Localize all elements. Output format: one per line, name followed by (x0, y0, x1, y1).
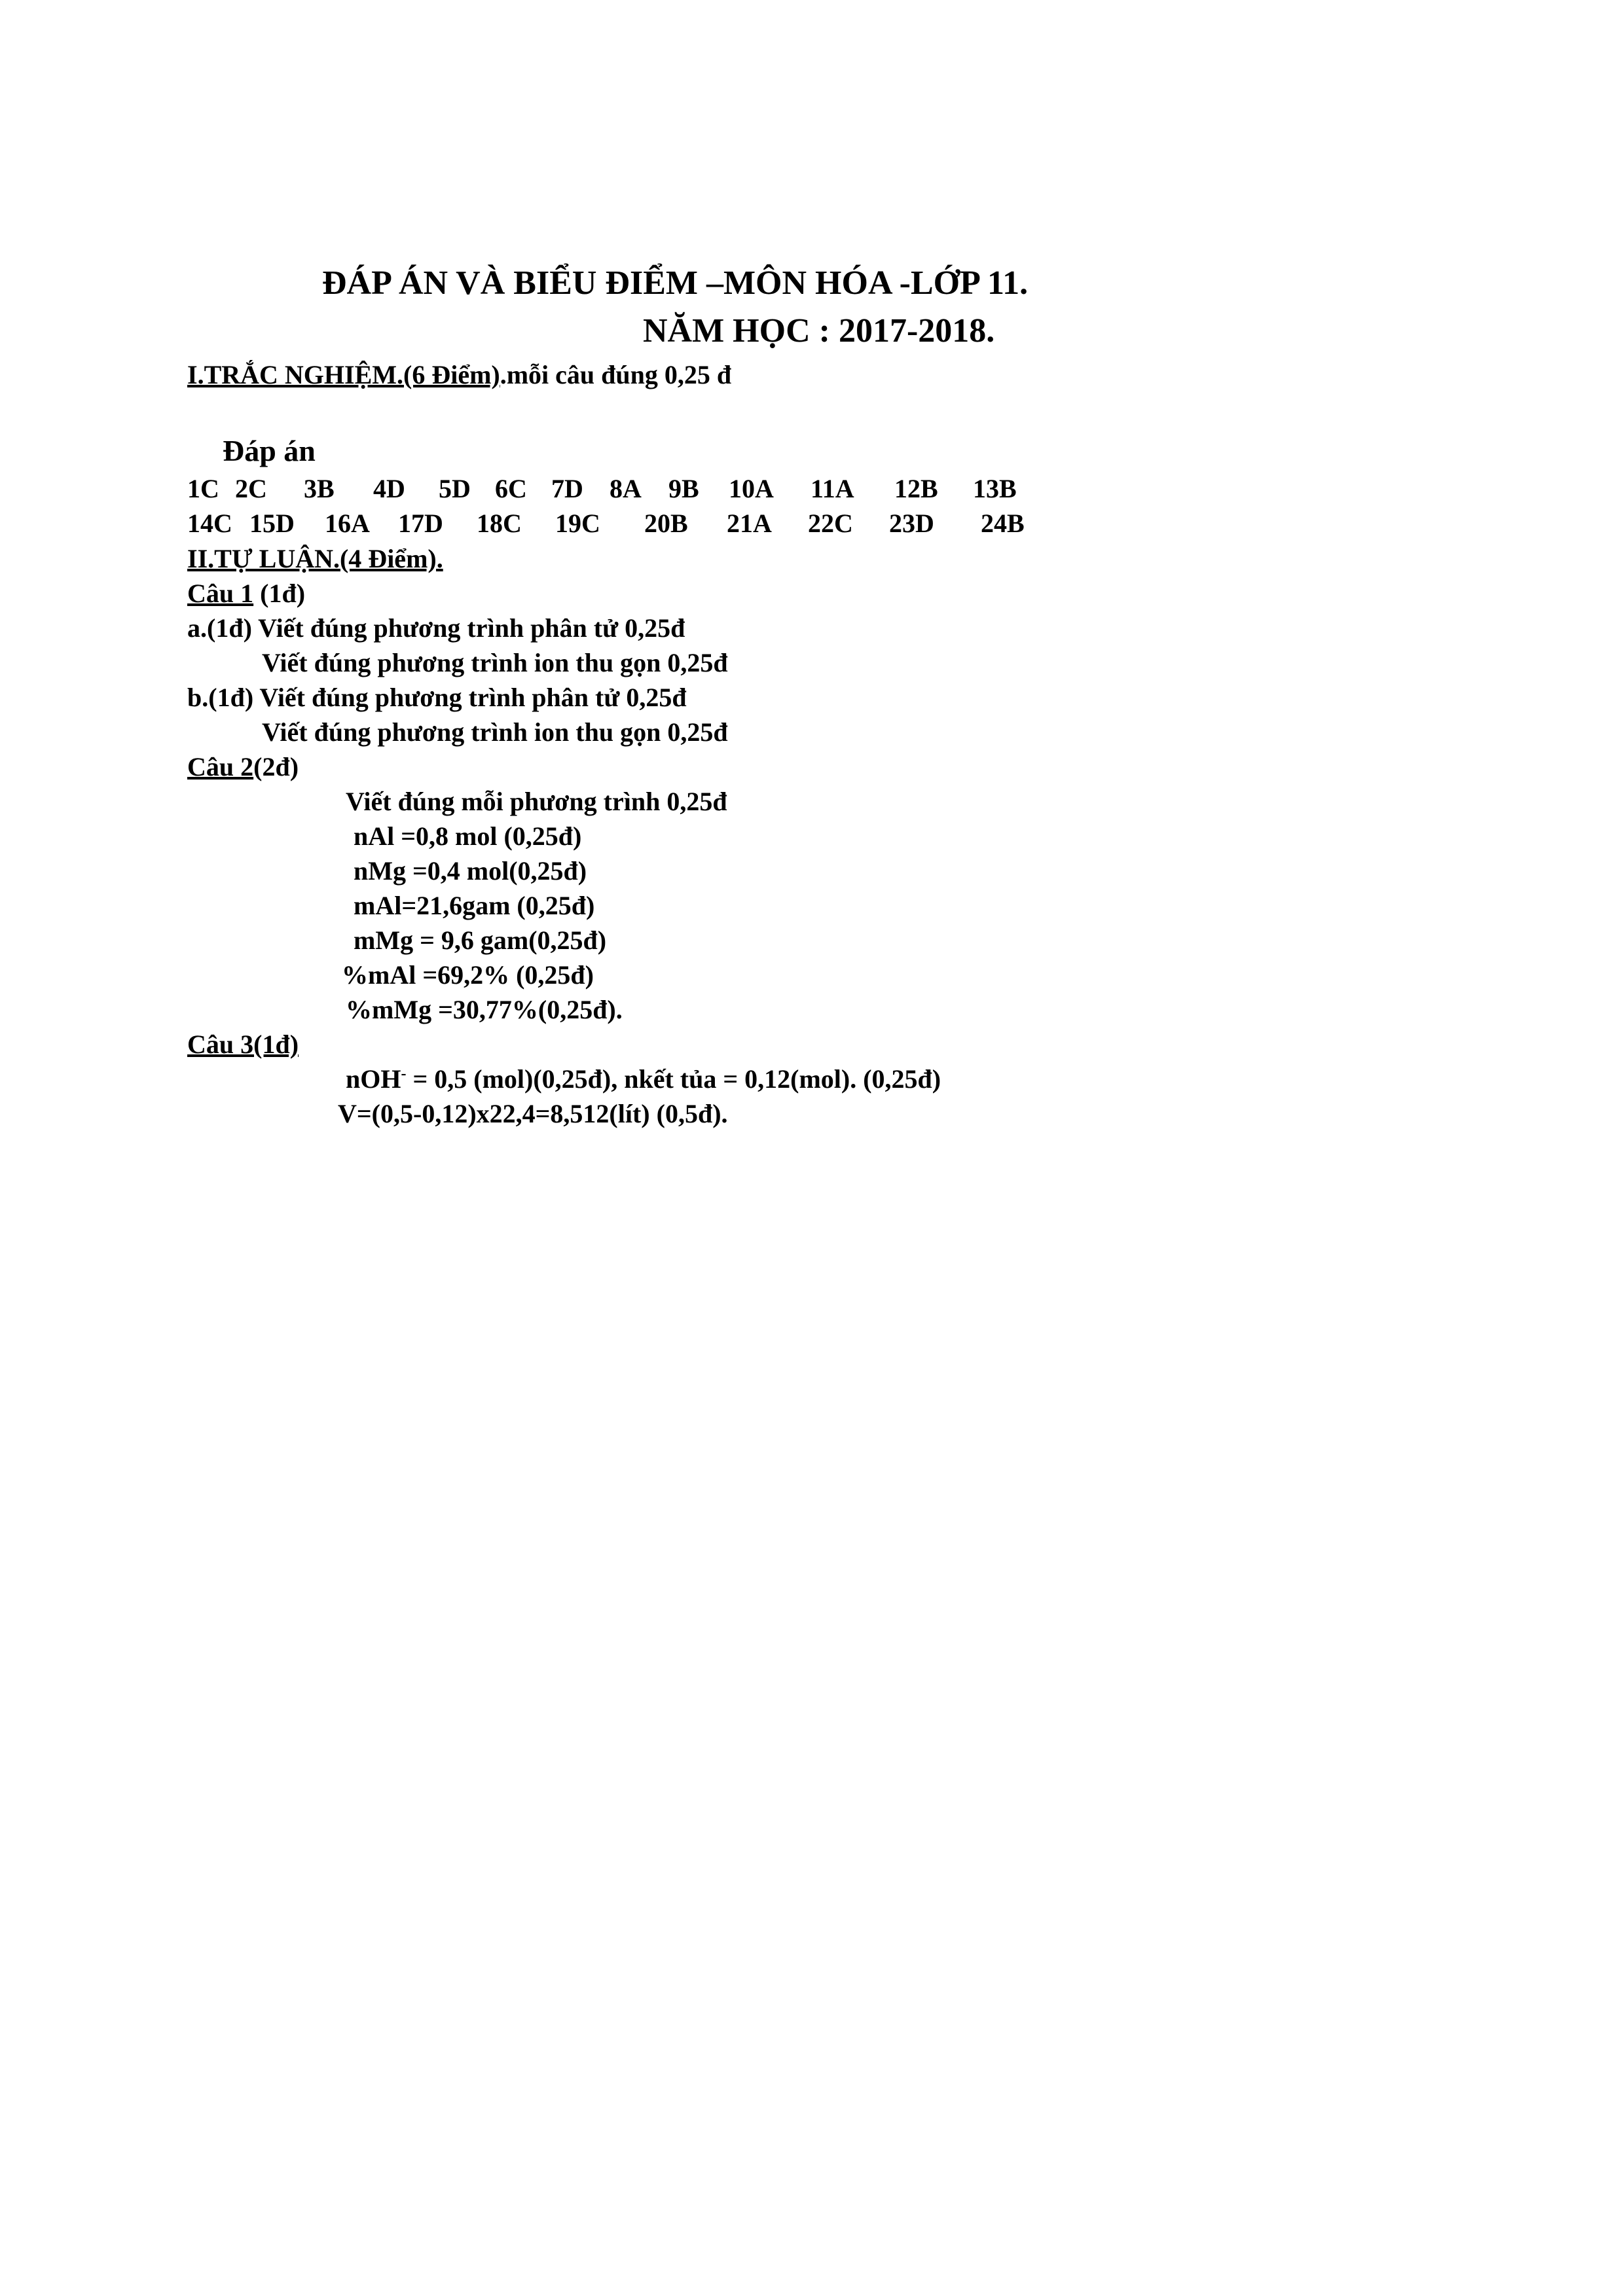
answer-item: 14C (187, 509, 232, 538)
question-1-label (187, 581, 305, 607)
answer-item: 6C (495, 474, 527, 503)
answers-row-2 (187, 511, 1104, 539)
answer-item: 23D (889, 509, 934, 538)
question-2-line: %mAl =69,2% (0,25đ) (342, 960, 594, 990)
question-1-label-points: (1đ) (253, 579, 306, 608)
question-1-line: a.(1đ) Viết đúng phương trình phân tử 0,25đ (187, 613, 685, 643)
answer-item: 2C (235, 474, 267, 503)
question-3-label: Câu 3(1đ) (187, 1030, 299, 1059)
answer-item: 20B (644, 509, 688, 538)
question-2-label-title: Câu 2 (187, 752, 254, 781)
answer-item: 11A (811, 474, 854, 503)
answer-item: 13B (973, 474, 1017, 503)
question-2-line: mMg = 9,6 gam(0,25đ) (354, 925, 607, 955)
answer-item: 8A (610, 474, 642, 503)
school-year: NĂM HỌC : 2017-2018. (643, 312, 995, 350)
answer-item: 5D (439, 474, 471, 503)
question-1-line: Viết đúng phương trình ion thu gọn 0,25đ (262, 648, 728, 677)
answer-item: 4D (373, 474, 405, 503)
answers-row-1 (187, 476, 1104, 505)
answer-item: 22C (808, 509, 853, 538)
question-2-line: %mMg =30,77%(0,25đ). (346, 995, 623, 1024)
answer-item: 10A (729, 474, 774, 503)
answer-item: 16A (325, 509, 370, 538)
part1-heading-note: .mỗi câu đúng 0,25 đ (500, 360, 732, 389)
question-2-line: nAl =0,8 mol (0,25đ) (354, 821, 582, 851)
question-3-line: V=(0,5-0,12)x22,4=8,512(lít) (0,5đ). (338, 1099, 728, 1128)
answer-item: 1C (187, 474, 219, 503)
part1-heading (187, 362, 731, 388)
answer-item: 7D (551, 474, 583, 503)
question-2-label (187, 754, 299, 780)
answer-item: 3B (304, 474, 335, 503)
charge-superscript: - (401, 1065, 407, 1083)
answers-title: Đáp án (223, 434, 316, 467)
question-1-line: b.(1đ) Viết đúng phương trình phân tử 0,25đ (187, 683, 687, 712)
answer-item: 15D (249, 509, 295, 538)
question-3-line-rest: = 0,5 (mol)(0,25đ), nkết tủa = 0,12(mol). (0,25đ) (406, 1064, 941, 1094)
question-2-line: nMg =0,4 mol(0,25đ) (354, 856, 587, 886)
part1-heading-title: I.TRẮC NGHIỆM.(6 Điểm) (187, 360, 500, 389)
question-3-line (346, 1066, 941, 1092)
hydroxide-symbol: nOH (346, 1064, 401, 1094)
answer-item: 18C (477, 509, 522, 538)
question-2-label-points: (2đ) (253, 752, 299, 781)
answer-item: 17D (398, 509, 443, 538)
answer-item: 21A (727, 509, 772, 538)
question-1-line: Viết đúng phương trình ion thu gọn 0,25đ (262, 717, 728, 747)
answer-item: 19C (555, 509, 600, 538)
question-2-line: Viết đúng mỗi phương trình 0,25đ (346, 787, 727, 816)
answer-item: 24B (981, 509, 1025, 538)
part2-heading: II.TỰ LUẬN.(4 Điểm). (187, 544, 443, 573)
document-title: ĐÁP ÁN VÀ BIỂU ĐIỂM –MÔN HÓA -LỚP 11. (322, 264, 1029, 302)
question-1-label-title: Câu 1 (187, 579, 254, 608)
answer-item: 9B (668, 474, 699, 503)
answer-item: 12B (894, 474, 938, 503)
question-2-line: mAl=21,6gam (0,25đ) (354, 891, 595, 920)
